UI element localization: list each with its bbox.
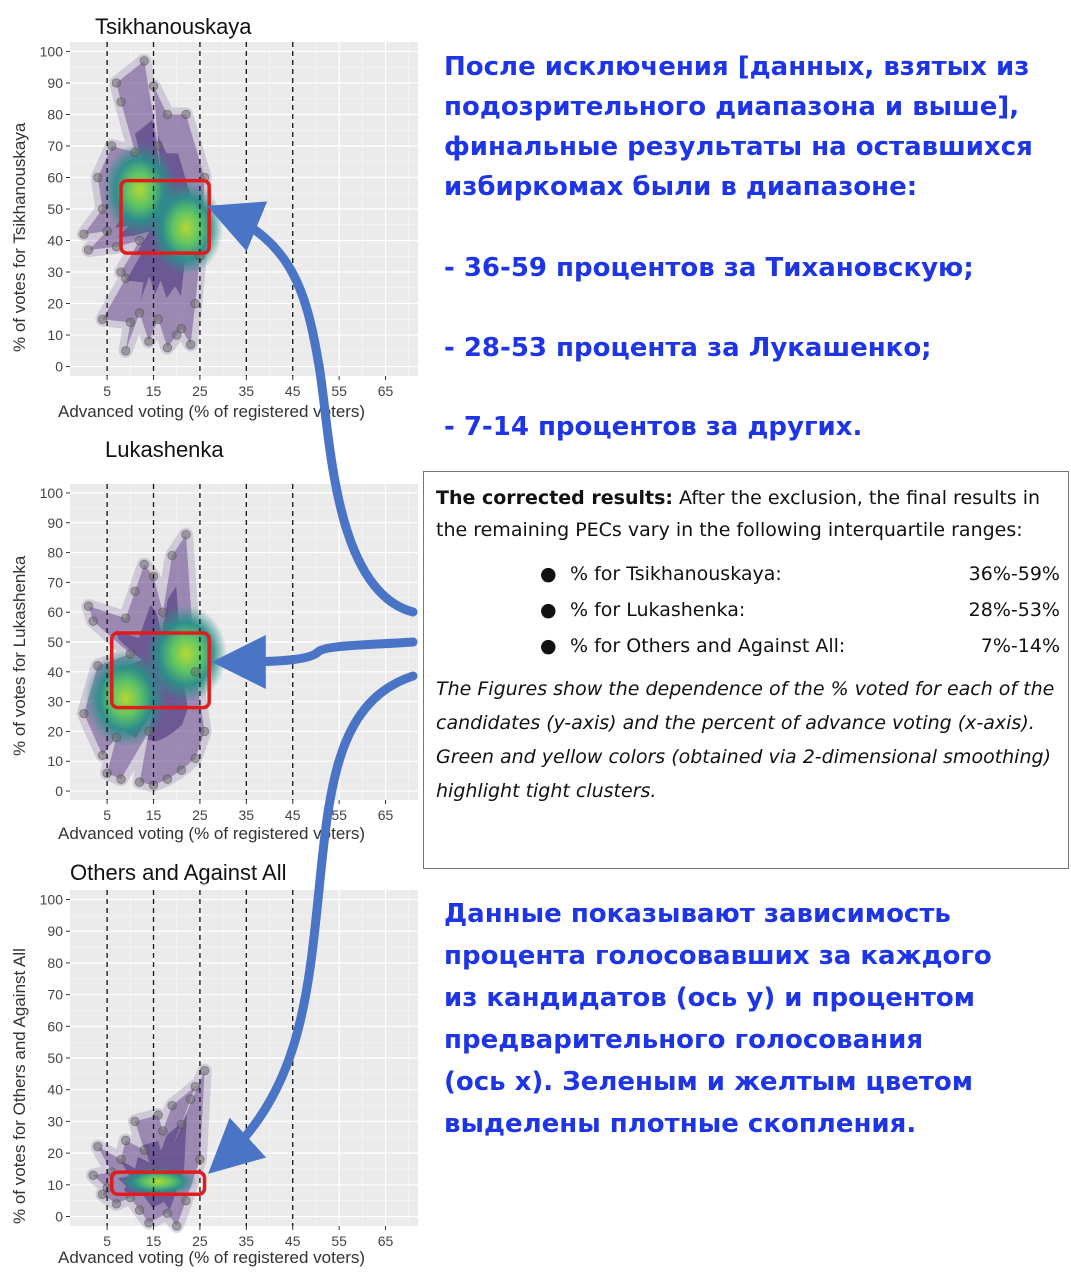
ru-line: После исключения [данных, взятых из: [444, 52, 1030, 82]
en-results-box: [423, 471, 1069, 869]
ru-bullet-others: - 7-14 процентов за других.: [444, 412, 863, 442]
data-point: [159, 608, 168, 617]
data-point: [154, 142, 163, 151]
data-point: [186, 1095, 195, 1104]
chart-others: [0, 850, 430, 1280]
y-tick-label: 40: [47, 663, 63, 680]
data-point: [94, 662, 103, 671]
data-point: [159, 1127, 168, 1136]
y-tick-label: 60: [47, 1018, 63, 1035]
plot-area: [0, 0, 430, 430]
data-point: [121, 274, 130, 283]
y-tick-label: 80: [47, 954, 63, 971]
data-point: [168, 1101, 177, 1110]
data-point: [182, 110, 191, 119]
data-point: [163, 775, 172, 784]
y-tick-label: 0: [55, 358, 63, 375]
data-point: [191, 299, 200, 308]
range-value: 7%-14%: [980, 635, 1060, 657]
data-point: [84, 602, 93, 611]
data-point: [121, 1136, 130, 1145]
x-tick-label: 5: [103, 383, 112, 399]
chart-title: Lukashenka: [105, 437, 224, 462]
x-tick-label: 15: [145, 1233, 162, 1249]
data-point: [112, 1200, 121, 1209]
x-tick-label: 5: [103, 807, 112, 823]
x-tick-label: 65: [377, 1233, 394, 1249]
range-label: % for Tsikhanouskaya:: [570, 563, 782, 585]
x-tick-label: 45: [284, 807, 301, 823]
y-tick-label: 90: [47, 514, 63, 531]
data-point: [145, 337, 154, 346]
data-point: [168, 551, 177, 560]
list-item: [436, 628, 1060, 664]
data-point: [145, 1219, 154, 1228]
x-axis-label: Advanced voting (% of registered voters): [58, 824, 366, 843]
density-peak: [145, 605, 227, 702]
data-point: [145, 727, 154, 736]
data-point: [126, 318, 135, 327]
y-tick-label: 50: [47, 201, 63, 217]
x-tick-label: 25: [192, 807, 208, 823]
x-tick-label: 25: [192, 1233, 208, 1249]
data-point: [163, 1209, 172, 1218]
data-point: [140, 560, 149, 569]
data-point: [94, 1142, 103, 1151]
y-tick-label: 60: [47, 169, 63, 186]
ru-line: избиркомах были в диапазоне:: [444, 172, 918, 202]
data-point: [135, 236, 144, 245]
y-tick-label: 90: [47, 923, 63, 940]
ru-summary-bottom: [444, 893, 992, 1145]
ru-line: Данные показывают зависимость: [444, 899, 951, 929]
ru-line: процента голосовавших за каждого: [444, 941, 992, 971]
en-lead-text: After the exclusion, the final results in the remaining PECs vary in the following interquartile ranges:: [436, 487, 1041, 541]
y-tick-label: 60: [47, 604, 63, 621]
y-tick-label: 10: [47, 327, 63, 344]
y-tick-label: 0: [55, 783, 63, 800]
data-point: [94, 173, 103, 182]
chart-lukashenka: [0, 424, 430, 854]
x-tick-label: 65: [377, 383, 394, 399]
bullet-icon: ●: [540, 599, 557, 621]
data-point: [177, 324, 186, 333]
x-axis-label: Advanced voting (% of registered voters): [58, 1248, 366, 1267]
x-tick-label: 5: [103, 1233, 112, 1249]
range-value: 28%-53%: [968, 599, 1060, 621]
en-range-list: [436, 556, 1060, 664]
plot-area: [0, 424, 430, 854]
data-point: [191, 1082, 200, 1091]
ru-bullet-lukashenka: - 28-53 процента за Лукашенко;: [444, 333, 932, 363]
y-tick-label: 100: [39, 43, 63, 60]
x-axis-label: Advanced voting (% of registered voters): [58, 402, 366, 421]
data-point: [135, 778, 144, 787]
data-point: [117, 775, 126, 784]
ru-line: выделены плотные скопления.: [444, 1109, 917, 1139]
data-point: [154, 1111, 163, 1120]
y-tick-label: 80: [47, 106, 63, 123]
data-point: [131, 148, 140, 157]
data-point: [131, 1117, 140, 1126]
data-point: [89, 617, 98, 626]
y-axis-label: % of votes for Others and Against All: [10, 948, 29, 1224]
data-point: [98, 751, 107, 760]
data-point: [121, 346, 130, 355]
y-tick-label: 20: [47, 1145, 63, 1162]
data-point: [98, 205, 107, 214]
ru-line: предварительного голосования: [444, 1025, 924, 1055]
data-point: [89, 1171, 98, 1180]
ru-line: подозрительного диапазона и выше],: [444, 92, 1020, 122]
y-tick-label: 100: [39, 891, 63, 908]
data-point: [84, 246, 93, 255]
x-tick-label: 45: [284, 1233, 301, 1249]
data-point: [80, 230, 89, 239]
y-tick-label: 50: [47, 634, 63, 650]
data-point: [163, 110, 172, 119]
range-value: 36%-59%: [968, 563, 1060, 585]
data-point: [140, 1146, 149, 1155]
y-tick-label: 30: [47, 1113, 63, 1130]
en-note: The Figures show the dependence of the % voted for each of the candidates (y-axis) and the percent of advance voting (x-axis). Green and yellow colors (obtained via 2-dimensional smoothing) highlight tight clusters.: [436, 678, 1055, 802]
data-point: [182, 530, 191, 539]
chart-tsikhanouskaya: [0, 0, 430, 430]
x-tick-label: 65: [377, 807, 394, 823]
bullet-icon: ●: [540, 563, 557, 585]
y-tick-label: 0: [55, 1208, 63, 1225]
data-point: [117, 1155, 126, 1164]
data-point: [112, 733, 121, 742]
data-point: [177, 1120, 186, 1129]
y-tick-label: 40: [47, 232, 63, 249]
ru-summary-top: [444, 47, 1033, 207]
y-axis-label: % of votes for Lukashenka: [10, 555, 29, 756]
data-point: [182, 1196, 191, 1205]
ru-line: финальные результаты на оставшихся: [444, 132, 1033, 162]
density-peak: [149, 181, 223, 275]
ru-line: из кандидатов (ось y) и процентом: [444, 983, 976, 1013]
x-tick-label: 55: [331, 383, 347, 399]
data-point: [191, 668, 200, 677]
x-tick-label: 15: [145, 383, 162, 399]
x-tick-label: 35: [238, 1233, 255, 1249]
x-tick-label: 35: [238, 383, 255, 399]
data-point: [131, 587, 140, 596]
chart-title: Others and Against All: [70, 860, 287, 885]
data-point: [117, 98, 126, 107]
x-tick-label: 55: [331, 807, 347, 823]
data-point: [154, 315, 163, 324]
y-tick-label: 40: [47, 1081, 63, 1098]
data-point: [200, 727, 209, 736]
y-tick-label: 70: [47, 137, 63, 154]
y-tick-label: 80: [47, 544, 63, 561]
y-axis-label: % of votes for Tsikhanouskaya: [10, 122, 29, 352]
y-tick-label: 10: [47, 1176, 63, 1193]
chart-title: Tsikhanouskaya: [95, 14, 252, 39]
x-tick-label: 55: [331, 1233, 347, 1249]
range-label: % for Lukashenka:: [570, 599, 746, 621]
y-tick-label: 70: [47, 574, 63, 591]
data-point: [186, 340, 195, 349]
data-point: [140, 57, 149, 66]
data-point: [121, 614, 130, 623]
en-lead-bold: The corrected results:: [436, 487, 673, 509]
list-item: [436, 592, 1060, 628]
y-tick-label: 30: [47, 264, 63, 281]
data-point: [107, 142, 116, 151]
data-point: [80, 709, 89, 718]
y-tick-label: 100: [39, 484, 63, 501]
x-tick-label: 15: [145, 807, 162, 823]
data-point: [98, 315, 107, 324]
bullet-icon: ●: [540, 635, 557, 657]
list-item: [436, 556, 1060, 592]
y-tick-label: 70: [47, 986, 63, 1003]
ru-line: (ось x). Зеленым и желтым цветом: [444, 1067, 974, 1097]
y-tick-label: 90: [47, 74, 63, 91]
data-point: [191, 754, 200, 763]
y-tick-label: 20: [47, 295, 63, 312]
data-point: [98, 1190, 107, 1199]
y-tick-label: 50: [47, 1050, 63, 1066]
data-point: [177, 766, 186, 775]
range-label: % for Others and Against All:: [570, 635, 846, 657]
x-tick-label: 35: [238, 807, 255, 823]
data-point: [172, 1222, 181, 1231]
data-point: [126, 650, 135, 659]
ru-bullet-tsikhanouskaya: - 36-59 процентов за Тихановскую;: [444, 253, 974, 283]
x-tick-label: 25: [192, 383, 208, 399]
y-tick-label: 10: [47, 753, 63, 770]
data-point: [112, 79, 121, 88]
plot-area: [0, 850, 430, 1280]
data-point: [200, 1066, 209, 1075]
y-tick-label: 30: [47, 693, 63, 710]
en-lead: [436, 482, 1056, 546]
data-point: [163, 343, 172, 352]
y-tick-label: 20: [47, 723, 63, 740]
data-point: [135, 1206, 144, 1215]
x-tick-label: 45: [284, 383, 301, 399]
data-point: [135, 309, 144, 318]
